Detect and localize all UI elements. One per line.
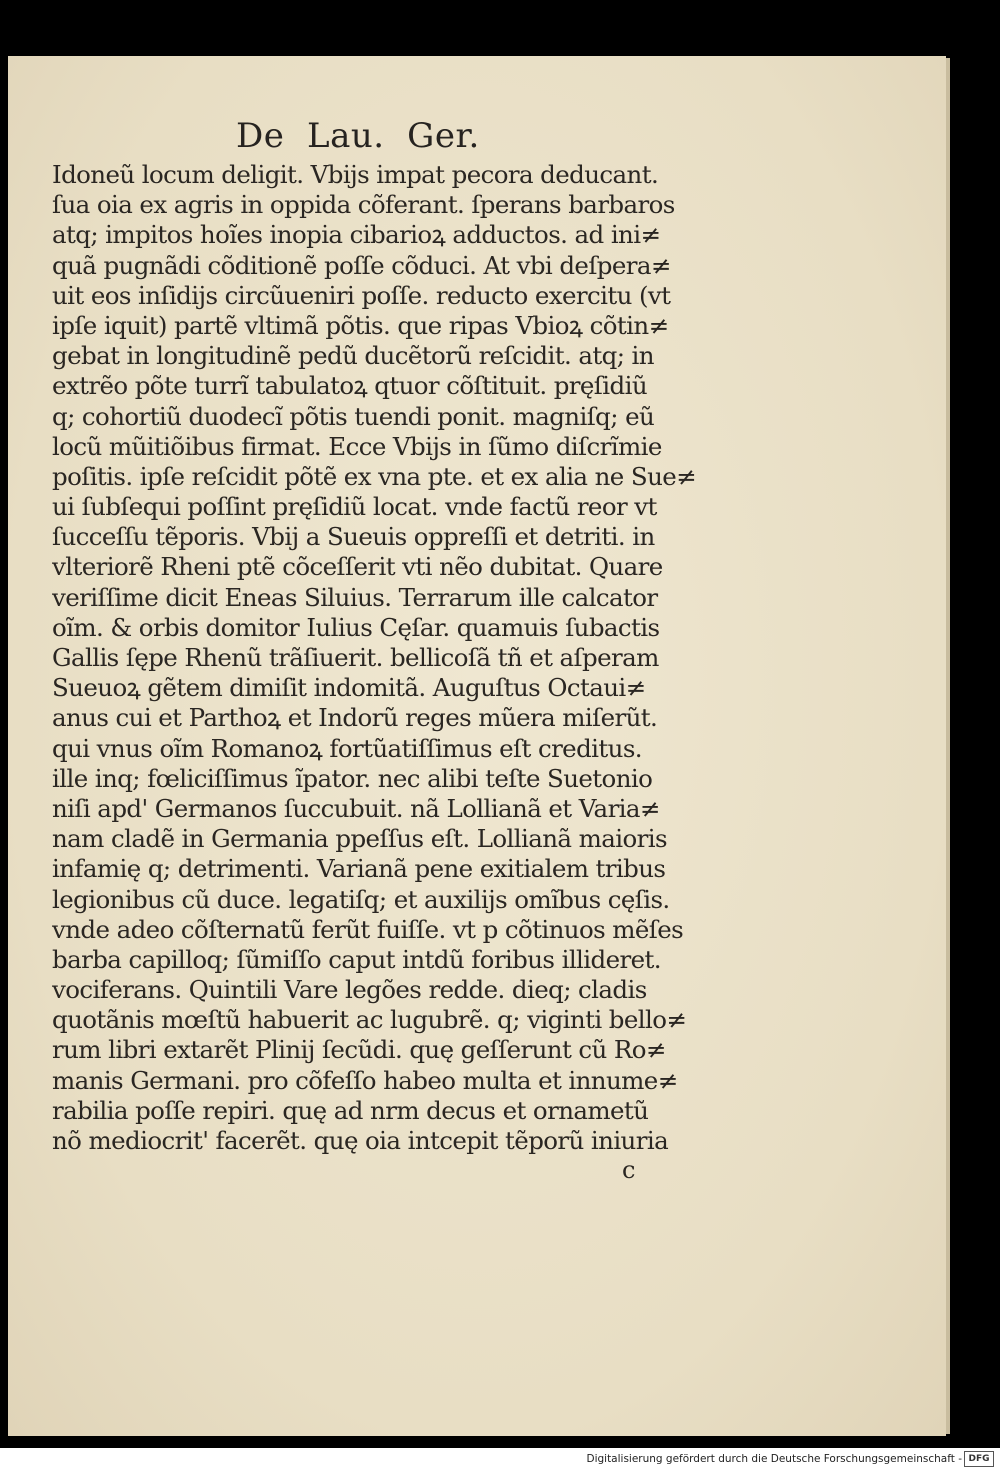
- text-line: niſi apd' Germanos ſuccubuit. nã Lollianã et Varia≠: [52, 793, 660, 823]
- text-line: locũ mũitiõibus firmat. Ecce Vbijs in ſũmo diſcrĩmie: [52, 431, 662, 461]
- text-line: nam cladẽ in Germania ppeſſus eſt. Lollianã maioris: [52, 824, 667, 854]
- text-line: quã pugnãdi cõditionẽ poſſe cõduci. At vbi deſpera≠: [52, 250, 671, 280]
- text-line: q; cohortiũ duodecĩ põtis tuendi ponit. magniſq; eũ: [52, 401, 655, 431]
- text-line: ſua oia ex agris in oppida cõferant. ſperans barbaros: [52, 190, 675, 220]
- text-line: Idoneũ locum deligit. Vbijs impat pecora deducant.: [52, 160, 659, 189]
- text-line: manis Germani. pro cõfeſſo habeo multa et innume≠: [52, 1065, 678, 1095]
- running-title: De Lau. Ger.: [236, 116, 480, 156]
- text-line: vociferans. Quintili Vare legões redde. dieq; cladis: [52, 975, 647, 1005]
- text-line: uit eos inſidijs circũueniri poſſe. reducto exercitu (vt: [52, 280, 671, 310]
- footer-credit: Digitalisierung gefördert durch die Deutsche Forschungsgemeinschaft -: [586, 1453, 962, 1465]
- text-line: atq; impitos hoĩes inopia cibarioꝝ adductos. ad ini≠: [52, 220, 661, 250]
- text-line: qui vnus oĩm Romanoꝝ fortũatiſſimus eſt creditus.: [52, 733, 642, 763]
- text-line: ui ſubſequi poſſint pręſidiũ locat. vnde factũ reor vt: [52, 492, 657, 522]
- text-line: ipſe iquit) partẽ vltimã põtis. que ripas Vbioꝝ cõtin≠: [52, 310, 669, 340]
- text-line: vlteriorẽ Rheni ptẽ cõceſſerit vti nẽo dubitat. Quare: [52, 552, 663, 582]
- text-line: gebat in longitudinẽ pedũ ducẽtorũ reſcidit. atq; in: [52, 341, 654, 371]
- text-line: rum libri extarẽt Plinij ſecũdi. quę geſſerunt cũ Ro≠: [52, 1035, 666, 1065]
- text-line: Sueuoꝝ gẽtem dimiſit indomitã. Auguſtus Octaui≠: [52, 673, 646, 703]
- text-line: quotãnis mœſtũ habuerit ac lugubrẽ. q; viginti bello≠: [52, 1005, 687, 1035]
- text-line: infamię q; detrimenti. Varianã pene exitialem tribus: [52, 854, 666, 884]
- text-line: ſucceſſu tẽporis. Vbij a Sueuis oppreſſi et detriti. in: [52, 522, 655, 552]
- text-line: extrẽo põte turrĩ tabulatoꝝ qtuor cõſtituit. pręſidiũ: [52, 371, 648, 401]
- text-line: nõ mediocrit' facerẽt. quę oia intcepit tẽporũ iniuria: [52, 1126, 669, 1155]
- text-line: vnde adeo cõſternatũ ferũt fuiſſe. vt p cõtinuos mẽſes: [52, 914, 684, 944]
- text-line: rabilia poſſe repiri. quę ad nrm decus et ornametũ: [52, 1095, 649, 1125]
- text-line: ille inq; fœliciſſimus ĩpator. nec alibi teſte Suetonio: [52, 763, 653, 793]
- dfg-logo: DFG: [964, 1451, 994, 1467]
- text-line: Gallis ſępe Rhenũ trãſiuerit. bellicoſã tñ et aſperam: [52, 643, 659, 672]
- text-line: veriſſime dicit Eneas Siluius. Terrarum ille calcator: [52, 582, 658, 612]
- signature-mark: c: [622, 1156, 636, 1184]
- text-line: oĩm. & orbis domitor Iulius Cęſar. quamuis ſubactis: [52, 612, 660, 642]
- text-line: poſitis. ipſe reſcidit põtẽ ex vna pte. et ex alia ne Sue≠: [52, 461, 697, 491]
- page-edge: [946, 58, 950, 1434]
- text-line: legionibus cũ duce. legatiſq; et auxilijs omĩbus cęſis.: [52, 884, 670, 914]
- text-line: anus cui et Parthoꝝ et Indorũ reges mũera miſerũt.: [52, 703, 658, 733]
- text-line: barba capilloq; ſũmiſſo caput intdũ foribus illideret.: [52, 944, 661, 974]
- body-text: [52, 160, 712, 1156]
